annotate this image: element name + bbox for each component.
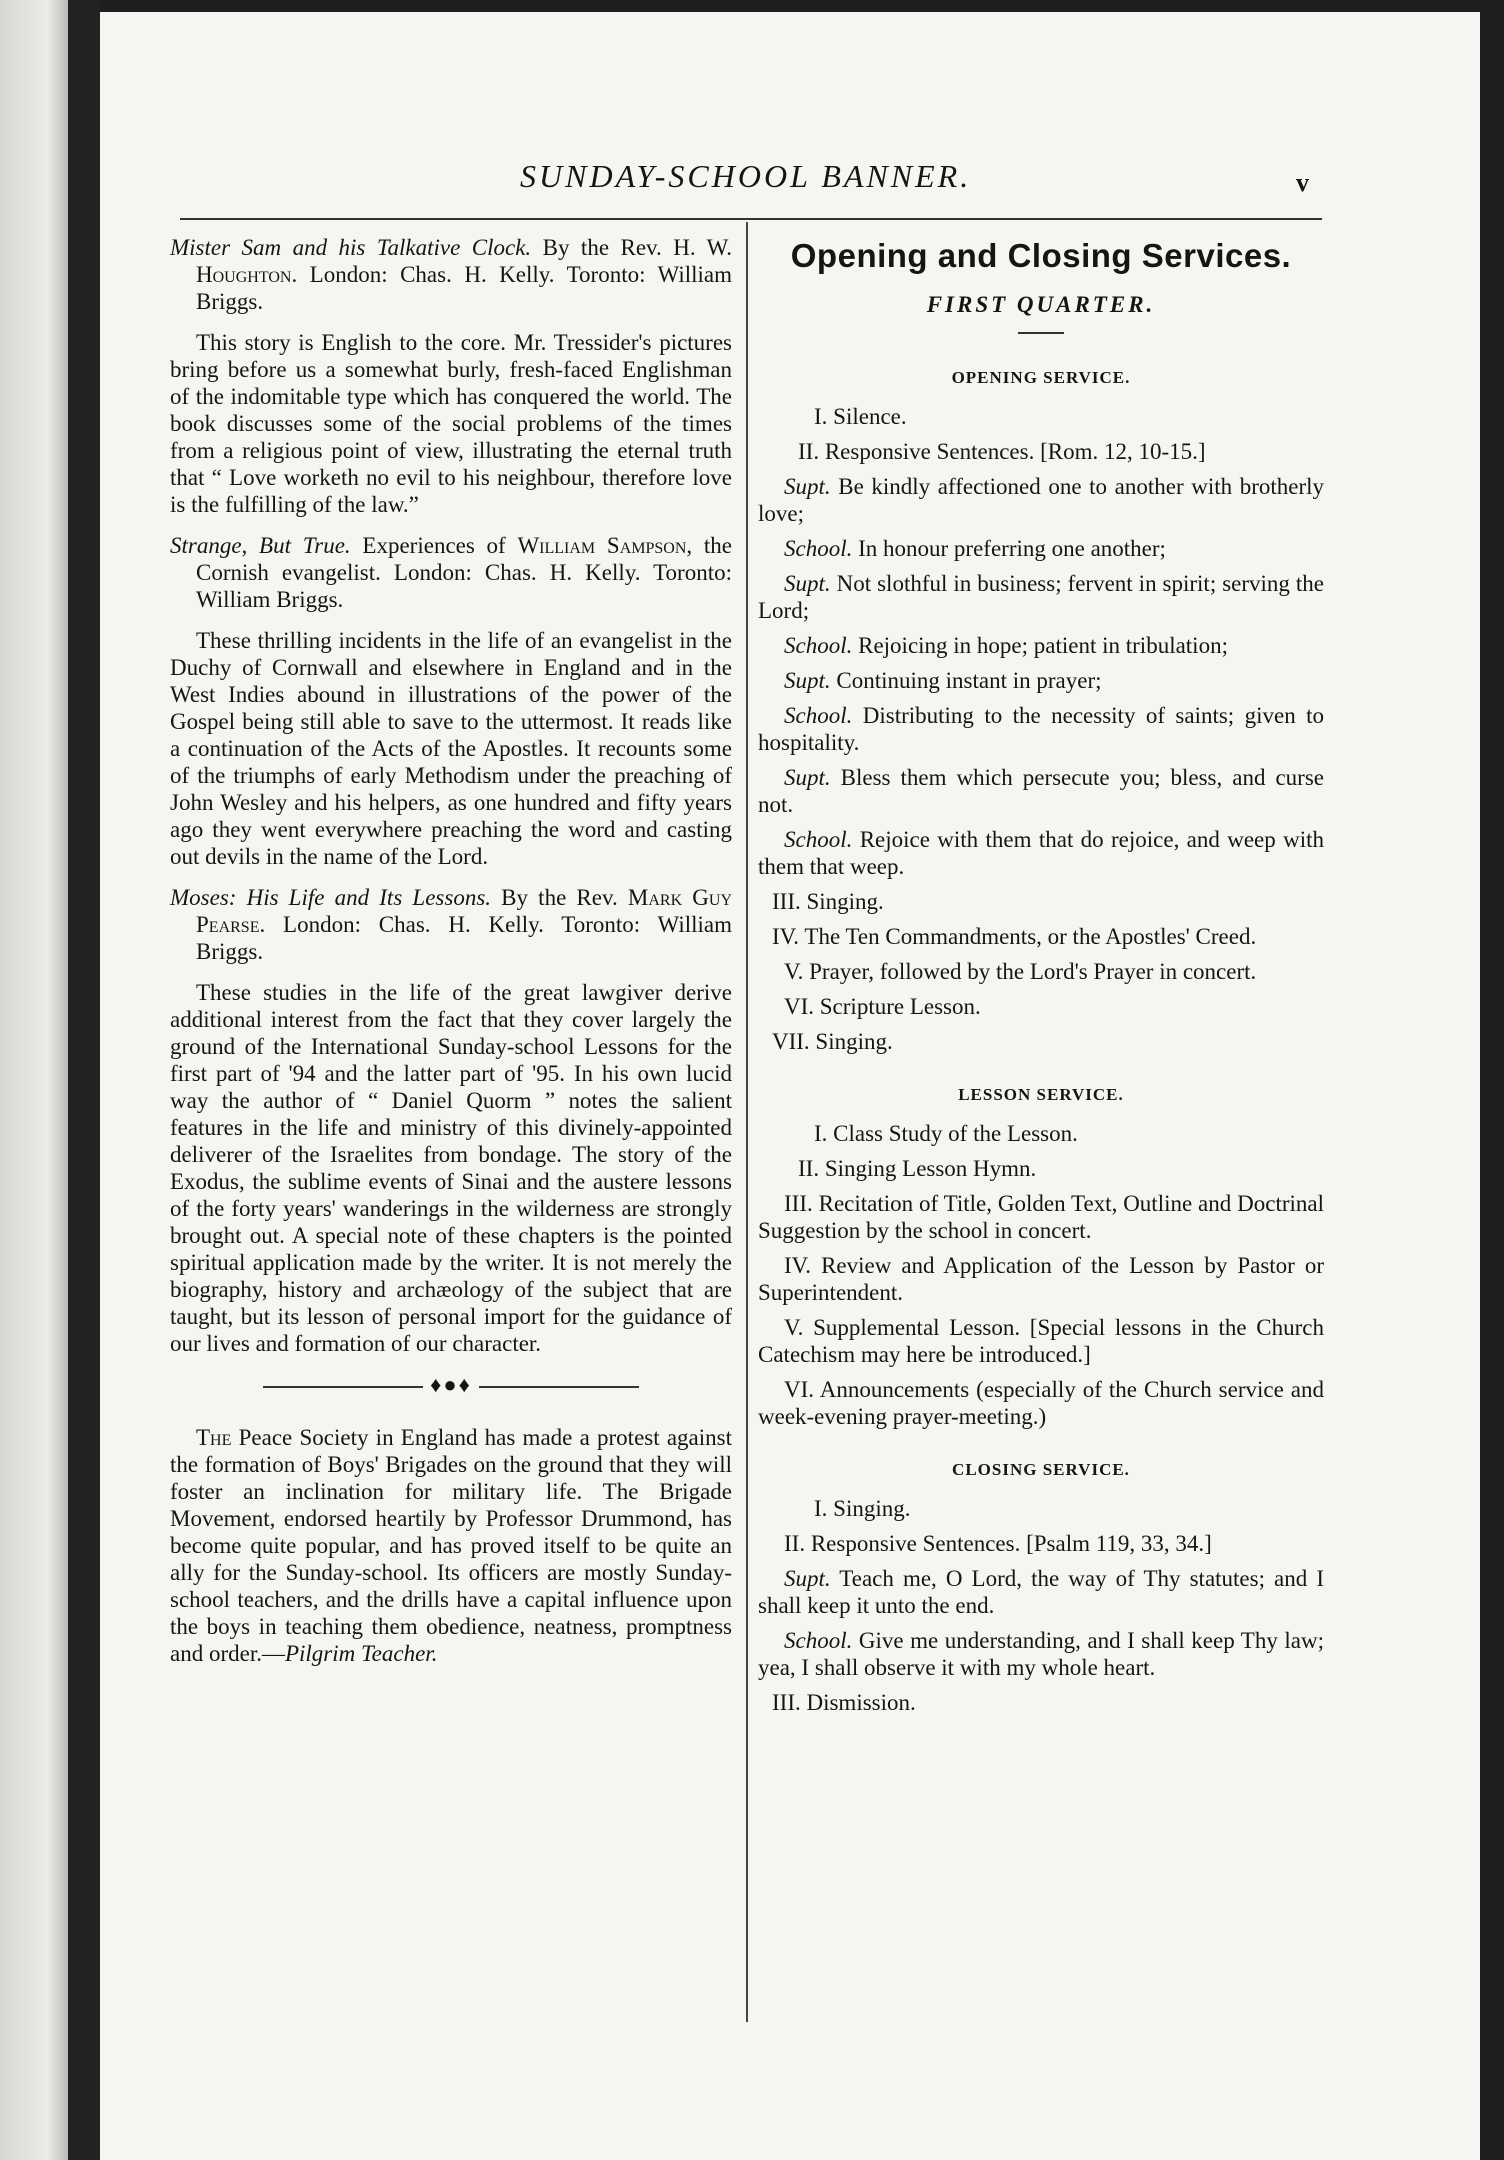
short-rule <box>1018 332 1064 334</box>
service-item: V. Prayer, followed by the Lord's Prayer in concert. <box>784 959 1257 984</box>
section-title: Opening and Closing Services. <box>790 237 1292 274</box>
lesson-service-heading: LESSON SERVICE. <box>958 1085 1124 1104</box>
news-paragraph: The Peace Society in England has made a protest against the formation of Boys' Brigades on the ground that they will foster an inclination for military life. The Brigade Movement, endorsed heartily by Professor Drummond, has become quite popular, and has proved itself to be quite an ally for the Sunday-school. Its officers are mostly Sunday-school teachers, and the drills have a capital influence upon the boys in teaching them obedience, neatness, promptness and order.—Pilgrim Teacher. <box>170 1425 732 1666</box>
responsive-line: Supt. Bless them which persecute you; bless, and curse not. <box>758 765 1324 817</box>
responsive-line: School. Rejoicing in hope; patient in tribulation; <box>784 633 1228 658</box>
ornamental-divider: ♦●♦ <box>170 1371 732 1398</box>
service-item: VII. Singing. <box>772 1029 893 1054</box>
service-item: V. Supplemental Lesson. [Special lessons in the Church Catechism may here be introduced.] <box>758 1315 1324 1367</box>
review-citation: Strange, But True. Experiences of William Sampson, the Cornish evangelist. London: Chas. H. Kelly. Toronto: William Briggs. <box>170 533 732 612</box>
top-border <box>100 0 1480 12</box>
service-item: VI. Announcements (especially of the Church service and week-evening prayer-meeting.) <box>758 1377 1324 1429</box>
page-number: v <box>1296 168 1309 197</box>
service-item: III. Singing. <box>772 889 884 914</box>
service-item: IV. The Ten Commandments, or the Apostles' Creed. <box>772 924 1257 949</box>
responsive-line: School. Rejoice with them that do rejoice, and weep with them that weep. <box>758 827 1324 879</box>
service-item: III. Recitation of Title, Golden Text, Outline and Doctrinal Suggestion by the school in concert. <box>758 1191 1324 1243</box>
review-citation: Moses: His Life and Its Lessons. By the Rev. Mark Guy Pearse. London: Chas. H. Kelly. Toronto: William Briggs. <box>170 885 732 964</box>
service-item: I. Silence. <box>814 404 907 429</box>
review-body: These studies in the life of the great lawgiver derive additional interest from the fact that they cover largely the ground of the International Sunday-school Lessons for the first part of '94 and the latter part of '95. In his own lucid way the author of “ Daniel Quorm ” notes the salient features in the life and ministry of this divinely-appointed deliverer of the Israelites from bondage. The story of the Exodus, the sublime events of Sinai and the austere lessons of the forty years' wanderings in the wilderness are strongly brought out. A special note of these chapters is the pointed spiritual application made by the writer. It is not merely the biography, history and archæology of the subject that are taught, but its lesson of personal import for the guidance of our lives and formation of our character. <box>170 980 732 1356</box>
column-divider <box>746 222 748 2022</box>
review-body: This story is English to the core. Mr. Tressider's pictures bring before us a somewhat burly, fresh-faced Englishman of the indomitable type which has conquered the world. The book discusses some of the social problems of the times from a religious point of view, illustrating the eternal truth that “ Love worketh no evil to his neighbour, therefore love is the fulfilling of the law.” <box>170 330 732 517</box>
running-head: SUNDAY-SCHOOL BANNER. <box>520 158 972 194</box>
service-item: II. Singing Lesson Hymn. <box>798 1156 1037 1181</box>
opening-service-heading: OPENING SERVICE. <box>951 368 1131 387</box>
service-item: I. Singing. <box>814 1496 911 1521</box>
responsive-line: School. Give me understanding, and I shall keep Thy law; yea, I shall observe it with my whole heart. <box>758 1628 1324 1680</box>
service-item: III. Dismission. <box>772 1690 916 1715</box>
closing-service-heading: CLOSING SERVICE. <box>952 1460 1130 1479</box>
right-border <box>1480 0 1504 2160</box>
responsive-line: School. Distributing to the necessity of saints; given to hospitality. <box>758 703 1324 755</box>
review-citation: Mister Sam and his Talkative Clock. By the Rev. H. W. Houghton. London: Chas. H. Kelly. Toronto: William Briggs. <box>170 235 732 314</box>
quarter-heading: FIRST QUARTER. <box>926 292 1156 317</box>
left-column <box>170 234 732 1681</box>
service-item: I. Class Study of the Lesson. <box>814 1121 1078 1146</box>
service-item: IV. Review and Application of the Lesson by Pastor or Superintendent. <box>758 1253 1324 1305</box>
book-gutter <box>68 0 100 2160</box>
header-rule <box>180 218 1322 220</box>
service-item: VI. Scripture Lesson. <box>784 994 981 1019</box>
responsive-line: School. In honour preferring one another; <box>784 536 1166 561</box>
responsive-line: Supt. Be kindly affectioned one to another with brotherly love; <box>758 474 1324 526</box>
review-body: These thrilling incidents in the life of an evangelist in the Duchy of Cornwall and elsewhere in England and in the West Indies abound in illustrations of the power of the Gospel being still able to save to the uttermost. It reads like a continuation of the Acts of the Apostles. It recounts some of the triumphs of early Methodism under the preaching of John Wesley and his helpers, as one hundred and fifty years ago they went everywhere preaching the word and casting out devils in the name of the Lord. <box>170 628 732 869</box>
service-item: II. Responsive Sentences. [Rom. 12, 10-15.] <box>798 439 1206 464</box>
right-column <box>758 234 1324 1724</box>
responsive-line: Supt. Teach me, O Lord, the way of Thy statutes; and I shall keep it unto the end. <box>758 1566 1324 1618</box>
responsive-line: Supt. Not slothful in business; fervent in spirit; serving the Lord; <box>758 571 1324 623</box>
responsive-line: Supt. Continuing instant in prayer; <box>784 668 1102 693</box>
facing-page-edge <box>0 0 68 2160</box>
service-item: II. Responsive Sentences. [Psalm 119, 33, 34.] <box>784 1531 1212 1556</box>
